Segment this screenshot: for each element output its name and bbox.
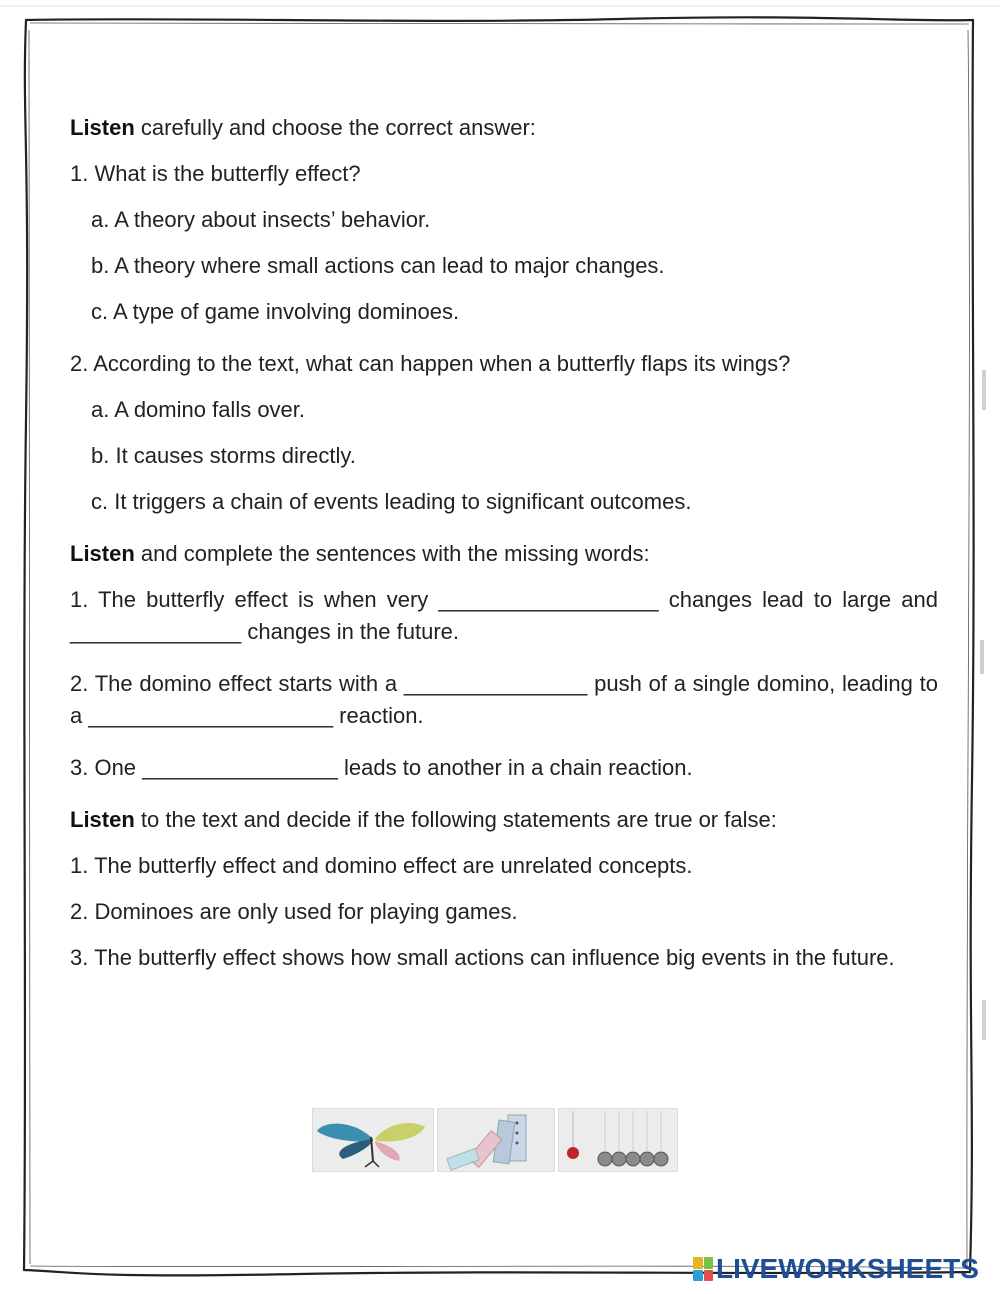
butterfly-image <box>312 1108 434 1172</box>
fill-sentence-1[interactable]: 1. The butterfly effect is when very __________________ changes lead to large and ______________ changes in the future. <box>70 587 938 644</box>
option-2c[interactable]: c. It triggers a chain of events leading to significant outcomes. <box>91 489 692 514</box>
statement-2[interactable]: 2. Dominoes are only used for playing games. <box>70 899 518 924</box>
illustration-strip <box>312 1108 678 1172</box>
question-1: 1. What is the butterfly effect? <box>70 161 361 186</box>
heading-bold: Listen <box>70 115 135 140</box>
option-1a[interactable]: a. A theory about insects’ behavior. <box>91 207 431 232</box>
dominoes-image <box>437 1108 555 1172</box>
option-1b[interactable]: b. A theory where small actions can lead to major changes. <box>91 253 665 278</box>
option-2a[interactable]: a. A domino falls over. <box>91 397 306 422</box>
heading-bold: Listen <box>70 807 135 832</box>
question-2: 2. According to the text, what can happen when a butterfly flaps its wings? <box>70 351 791 376</box>
fill-sentence-3[interactable]: 3. One ________________ leads to another in a chain reaction. <box>70 755 693 780</box>
heading-text: carefully and choose the correct answer: <box>134 115 536 140</box>
logo-mark-icon <box>693 1257 713 1281</box>
heading-bold: Listen <box>70 541 135 566</box>
statement-3[interactable]: 3. The butterfly effect shows how small actions can influence big events in the future. <box>70 945 895 970</box>
section3-heading <box>70 804 938 836</box>
statement-1[interactable]: 1. The butterfly effect and domino effect are unrelated concepts. <box>70 853 693 878</box>
fill-sentence-2[interactable]: 2. The domino effect starts with a _______________ push of a single domino, leading to a ____________________ reaction. <box>70 671 938 728</box>
option-1c[interactable]: c. A type of game involving dominoes. <box>91 299 460 324</box>
liveworksheets-logo <box>693 1252 979 1286</box>
section2-heading <box>70 538 938 570</box>
logo-text: LIVEWORKSHEETS <box>716 1253 979 1284</box>
section1-heading <box>70 112 938 144</box>
heading-text: and complete the sentences with the missing words: <box>134 541 650 566</box>
worksheet-content <box>70 112 938 974</box>
newtons-cradle-image <box>558 1108 678 1172</box>
heading-text: to the text and decide if the following statements are true or false: <box>134 807 777 832</box>
option-2b[interactable]: b. It causes storms directly. <box>91 443 356 468</box>
